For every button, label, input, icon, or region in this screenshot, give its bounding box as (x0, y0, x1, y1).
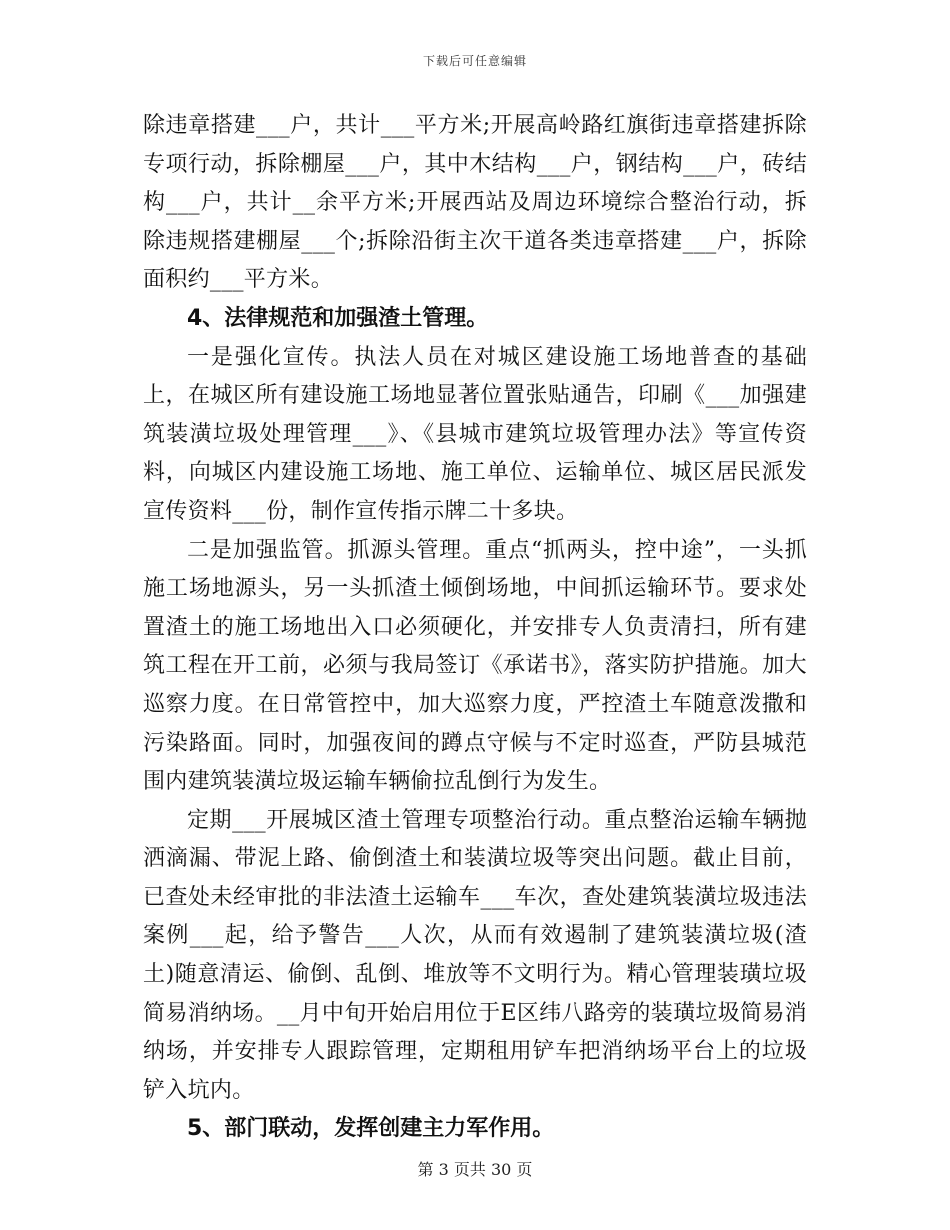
paragraph-publicity: 一是强化宣传。执法人员在对城区建设施工场地普查的基础上，在城区所有建设施工场地显著位置张贴通告，印刷《___加强建筑装潢垃圾处理管理___》、《县城市建筑垃圾管理办法》等宣传资料，向城区内建设施工场地、施工单位、运输单位、城区居民派发宣传资料___份，制作宣传指示牌二十多块。 (143, 344, 807, 524)
page-footer: 第 3 页共 30 页 (417, 1160, 533, 1179)
section-heading-5: 5、部门联动，发挥创建主力军作用。 (187, 1116, 555, 1142)
document-body (143, 107, 807, 1149)
section-heading-4: 4、法律规范和加强渣土管理。 (187, 305, 489, 331)
paragraph-supervision: 二是加强监管。抓源头管理。重点“抓两头，控中途”，一头抓施工场地源头，另一头抓渣土倾倒场地，中间抓运输环节。要求处置渣土的施工场地出入口必须硬化，并安排专人负责清扫，所有建筑工程在开工前，必须与我局签订《承诺书》，落实防护措施。加大巡察力度。在日常管控中，加大巡察力度，严控渣土车随意泼撒和污染路面。同时，加强夜间的蹲点守候与不定时巡查，严防县城范围内建筑装潢垃圾运输车辆偷拉乱倒行为发生。 (143, 537, 807, 795)
page-header: 下载后可任意编辑 (422, 54, 527, 68)
paragraph-demolition-stats: 除违章搭建___户，共计___平方米;开展高岭路红旗街违章搭建拆除专项行动，拆除棚屋___户，其中木结构___户，钢结构___户，砖结构___户，共计__余平方米;开展西站及周边环境综合整治行动，拆除违规搭建棚屋___个;拆除沿街主次干道各类违章搭建___户，拆除面积约___平方米。 (143, 113, 807, 293)
paragraph-special-rectification: 定期___开展城区渣土管理专项整治行动。重点整治运输车辆抛洒滴漏、带泥上路、偷倒渣土和装潢垃圾等突出问题。截止目前，已查处未经审批的非法渣土运输车___车次，查处建筑装潢垃圾违法案例___起，给予警告___人次，从而有效遏制了建筑装潢垃圾(渣土)随意清运、偷倒、乱倒、堆放等不文明行为。精心管理装璜垃圾简易消纳场。__月中旬开始启用位于E区纬八路旁的装璜垃圾简易消纳场，并安排专人跟踪管理，定期租用铲车把消纳场平台上的垃圾铲入坑内。 (143, 807, 807, 1103)
